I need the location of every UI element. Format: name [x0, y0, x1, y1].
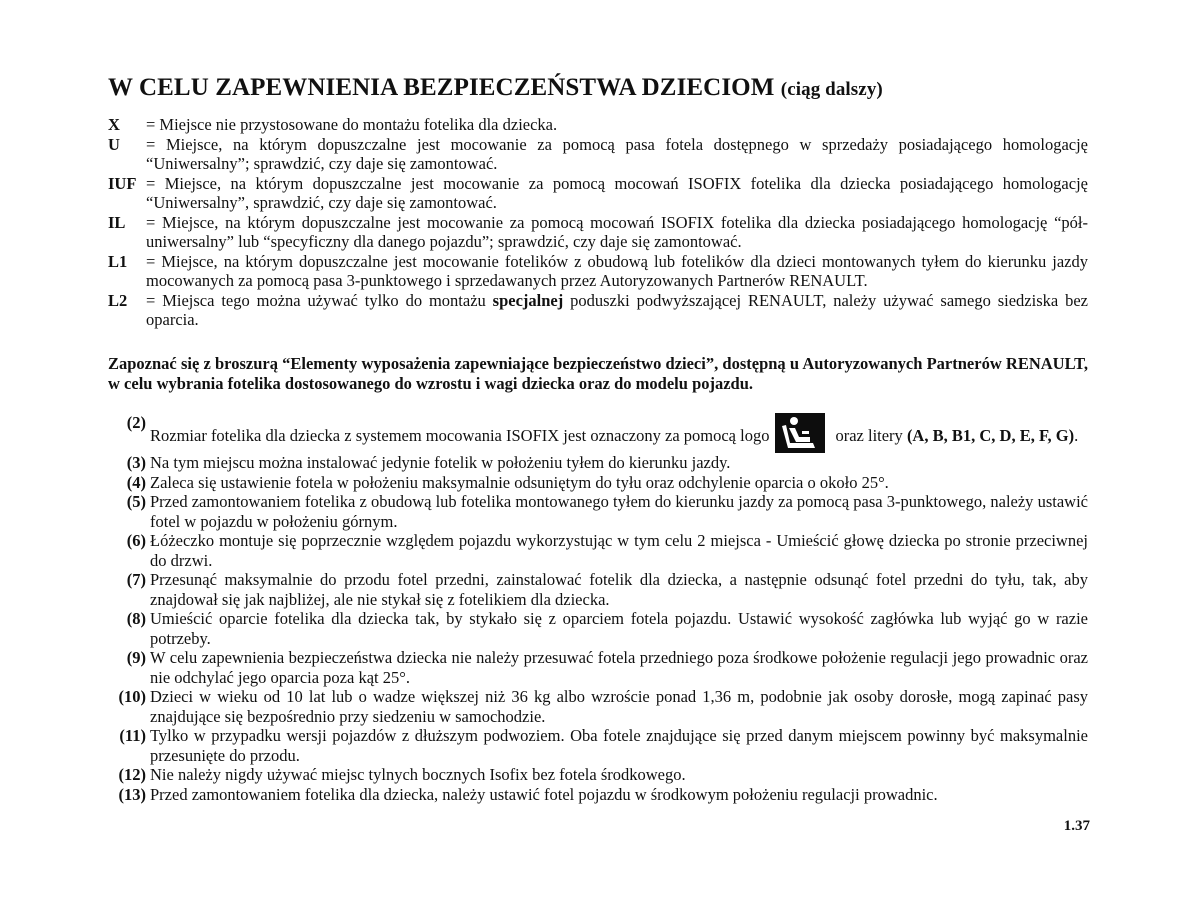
footnote-item — [108, 413, 1088, 453]
footnote-text — [146, 413, 1088, 453]
footnote-text: Zaleca się ustawienie fotela w położeniu maksymalnie odsuniętym do tyłu oraz odchylenie oparcia o około 25°. — [150, 472, 889, 492]
legend-l2-before: = Miejsca tego można używać tylko do montażu — [146, 290, 493, 310]
footnote-item — [108, 648, 1088, 687]
footnote-number: (2) — [126, 413, 146, 432]
footnote-number: (4) — [126, 472, 146, 492]
footnote-text: Dzieci w wieku od 10 lat lub o wadze większej niż 36 kg albo wzroście ponad 1,36 m, podobnie jak osoby dorosłe, mogą zapinać pasy znajdujące się bezpośrednio przy siedzeniu w samochodzie. — [150, 687, 1088, 726]
legend-item — [108, 135, 1088, 174]
footnote-text: Przesunąć maksymalnie do przodu fotel przedni, zainstalować fotelik dla dziecka, a następnie odsunąć fotel przedni do tyłu, tak, aby znajdował się jak najbliżej, ale nie stykał się z fotelikiem dla dziecka. — [150, 570, 1088, 609]
footnote-number: (9) — [126, 648, 146, 667]
legend-item — [108, 115, 1088, 135]
footnote-number: (13) — [118, 784, 146, 804]
footnote-item — [108, 570, 1088, 609]
legend-text: = Miejsce nie przystosowane do montażu fotelika dla dziecka. — [146, 115, 558, 134]
footnote-text: Umieścić oparcie fotelika dla dziecka tak, by stykało się z oparciem fotela pojazdu. Ustawić wysokość zagłówka lub wyjąć go w razie potrzeby. — [150, 609, 1088, 648]
footnote-text: Na tym miejscu można instalować jedynie fotelik w położeniu tyłem do kierunku jazdy. — [150, 453, 731, 472]
footnotes-list — [108, 413, 1088, 804]
footnote-number: (10) — [118, 687, 146, 706]
footnote-text: Przed zamontowaniem fotelika dla dziecka, należy ustawić fotel pojazdu w środkowym położeniu regulacji prowadnic. — [150, 784, 938, 804]
legend-text: = Miejsce, na którym dopuszczalne jest mocowanie za pomocą mocowań ISOFIX fotelika dla dziecka posiadającego homologację “pół-uniwersalny” lub “specyficzny dla danego pojazdu”; sprawdzić, czy daje się zamontować. — [146, 212, 1088, 251]
legend-item — [108, 213, 1088, 252]
legend-text: = Miejsce, na którym dopuszczalne jest mocowanie za pomocą pasa fotela dostępnego w sprzedaży posiadającego homologację “Uniwersalny”; sprawdzić, czy daje się zamontować. — [146, 134, 1088, 173]
footnote-item — [108, 765, 1088, 785]
footnote-item — [108, 726, 1088, 765]
footnote-number: (3) — [126, 453, 146, 472]
page-title — [108, 74, 1088, 102]
footnote-item — [108, 531, 1088, 570]
legend-code: X — [108, 115, 120, 134]
footnote-text: Łóżeczko montuje się poprzecznie względem pojazdu wykorzystując w tym celu 2 miejsca - Umieścić głowę dziecka po stronie przeciwnej do drzwi. — [150, 531, 1088, 570]
footnote-text: W celu zapewnienia bezpieczeństwa dziecka nie należy przesuwać fotela przedniego poza środkowe położenie regulacji jego prowadnic oraz nie odchylać jego oparcia poza kąt 25°. — [150, 648, 1088, 687]
footnote-item — [108, 492, 1088, 531]
legend-code: L2 — [108, 290, 128, 310]
brochure-notice: Zapoznać się z broszurą “Elementy wyposażenia zapewniające bezpieczeństwo dzieci”, dostępną u Autoryzowanych Partnerów RENAULT, w celu wybrania fotelika dostosowanego do wzrostu i wagi dziecka oraz do modelu pojazdu. — [108, 354, 1088, 393]
title-main: W CELU ZAPEWNIENIA BEZPIECZEŃSTWA DZIECIOM — [108, 74, 775, 101]
footnote-number: (6) — [126, 531, 146, 550]
seat-code-legend — [108, 115, 1088, 330]
footnote-item — [108, 687, 1088, 726]
size-letters: (A, B, B1, C, D, E, F, G) — [906, 426, 1075, 445]
legend-l2-bold: specjalnej — [492, 290, 564, 310]
title-subtitle: (ciąg dalszy) — [780, 79, 883, 100]
footnote-number: (5) — [126, 492, 146, 511]
legend-item — [108, 291, 1088, 330]
legend-item — [108, 174, 1088, 213]
footnote-text: Nie należy nigdy używać miejsc tylnych bocznych Isofix bez fotela środkowego. — [150, 765, 686, 784]
isofix-child-seat-icon — [775, 413, 825, 453]
note2-end: . — [1074, 426, 1079, 445]
footnote-number: (7) — [126, 570, 146, 589]
legend-code: U — [108, 134, 120, 154]
legend-code: IL — [108, 212, 126, 232]
legend-code: IUF — [108, 173, 137, 193]
footnote-item — [108, 453, 1088, 473]
footnote-number: (12) — [118, 765, 146, 784]
footnote-item — [108, 785, 1088, 805]
footnote-item — [108, 609, 1088, 648]
footnote-number: (8) — [126, 609, 146, 628]
note2-before: Rozmiar fotelika dla dziecka z systemem mocowania ISOFIX jest oznaczony za pomocą logo — [150, 426, 770, 445]
footnote-text: Tylko w przypadku wersji pojazdów z dłuższym podwoziem. Oba fotele znajdujące się przed danym miejscem powinny być maksymalnie przesunięte do przodu. — [150, 726, 1088, 765]
note2-after: oraz litery — [835, 426, 903, 445]
legend-text — [146, 291, 1088, 330]
legend-text: = Miejsce, na którym dopuszczalne jest mocowanie za pomocą mocowań ISOFIX fotelika dla dziecka posiadającego homologację “Uniwersalny”, sprawdzić, czy daje się zamontować. — [146, 173, 1088, 212]
page-number: 1.37 — [1063, 818, 1090, 834]
footnote-text: Przed zamontowaniem fotelika z obudową lub fotelika montowanego tyłem do kierunku jazdy za pomocą pasa 3-punktowego, należy ustawić fotel w pojazdu w położeniu górnym. — [150, 492, 1088, 531]
legend-l2-after: poduszki podwyższającej RENAULT, należy używać samego siedziska bez oparcia. — [146, 290, 1088, 329]
legend-code: L1 — [108, 251, 128, 271]
legend-text: = Miejsce, na którym dopuszczalne jest mocowanie fotelików z obudową lub fotelików dla dzieci montowanych tyłem do kierunku jazdy mocowanych za pomocą pasa 3-punktowego i sprzedawanych przez Autoryzowanych Partnerów RENAULT. — [146, 251, 1088, 290]
legend-item — [108, 252, 1088, 291]
footnote-item — [108, 473, 1088, 493]
footnote-number: (11) — [119, 726, 146, 745]
